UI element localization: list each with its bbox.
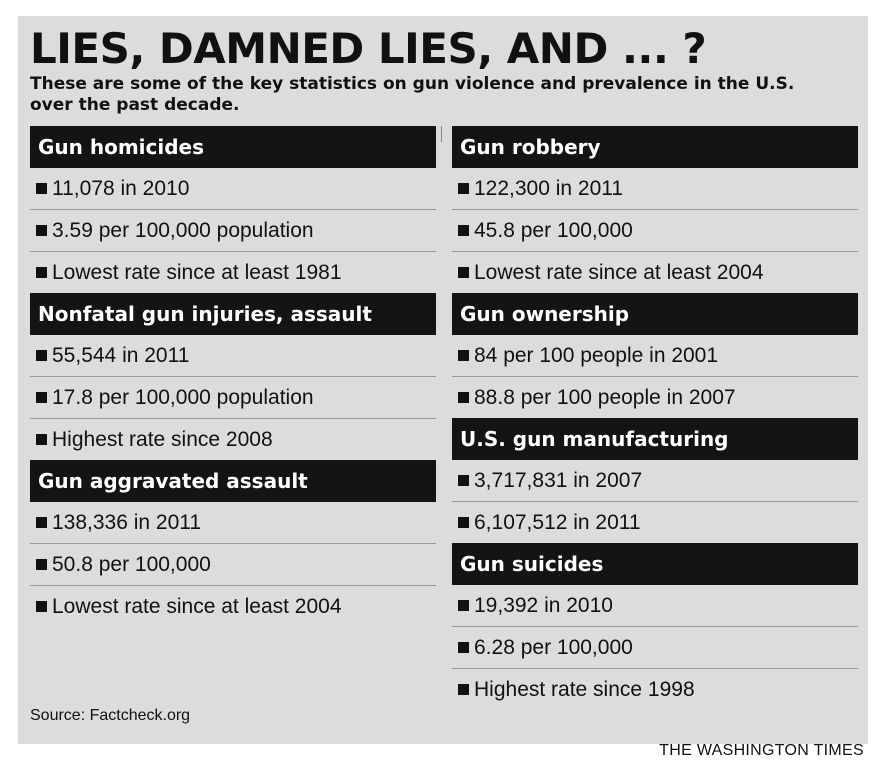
stat-item: [452, 335, 858, 377]
bullet-square-icon: [36, 601, 47, 612]
stat-item: [452, 585, 858, 627]
stat-item: [30, 544, 436, 586]
stat-item: [30, 210, 436, 252]
bullet-square-icon: [36, 267, 47, 278]
stat-item: [30, 252, 436, 293]
bullet-square-icon: [458, 267, 469, 278]
section-gun-homicides: [30, 126, 436, 293]
bullet-square-icon: [458, 517, 469, 528]
section-gun-aggravated-assault: [30, 460, 436, 627]
stat-text: Highest rate since 2008: [52, 427, 273, 451]
section-nonfatal-gun-injuries: [30, 293, 436, 460]
stat-item: [452, 627, 858, 669]
stat-text: 84 per 100 people in 2001: [474, 343, 719, 367]
bullet-square-icon: [36, 350, 47, 361]
stat-text: 17.8 per 100,000 population: [52, 385, 314, 409]
bullet-square-icon: [36, 392, 47, 403]
bullet-square-icon: [36, 183, 47, 194]
headline: LIES, DAMNED LIES, AND ... ?: [30, 24, 707, 73]
section-title: Gun aggravated assault: [30, 460, 436, 502]
bullet-square-icon: [36, 225, 47, 236]
section-title: Nonfatal gun injuries, assault: [30, 293, 436, 335]
stat-item: [30, 377, 436, 419]
stat-text: 6.28 per 100,000: [474, 635, 633, 659]
section-gun-robbery: [452, 126, 858, 293]
bullet-square-icon: [458, 183, 469, 194]
source-note: Source: Factcheck.org: [30, 707, 191, 724]
stat-text: 45.8 per 100,000: [474, 218, 633, 242]
stat-text: 50.8 per 100,000: [52, 552, 211, 576]
bullet-square-icon: [458, 475, 469, 486]
stat-text: 3,717,831 in 2007: [474, 468, 643, 492]
bullet-square-icon: [458, 350, 469, 361]
bullet-square-icon: [458, 642, 469, 653]
section-us-gun-manufacturing: [452, 418, 858, 543]
section-title: U.S. gun manufacturing: [452, 418, 858, 460]
stat-text: Lowest rate since at least 2004: [474, 260, 764, 284]
stat-text: 138,336 in 2011: [52, 510, 202, 534]
section-gun-ownership: [452, 293, 858, 418]
stat-text: 6,107,512 in 2011: [474, 510, 641, 534]
bullet-square-icon: [458, 225, 469, 236]
stat-item: [452, 210, 858, 252]
bullet-square-icon: [36, 559, 47, 570]
stat-item: [452, 460, 858, 502]
section-title: Gun homicides: [30, 126, 436, 168]
stat-text: 88.8 per 100 people in 2007: [474, 385, 736, 409]
section-gun-suicides: [452, 543, 858, 710]
stat-item: [452, 168, 858, 210]
stat-item: [30, 586, 436, 627]
bullet-square-icon: [36, 517, 47, 528]
stat-item: [452, 669, 858, 710]
section-title: Gun robbery: [452, 126, 858, 168]
left-column: [30, 126, 436, 627]
stat-item: [452, 502, 858, 543]
bullet-square-icon: [458, 600, 469, 611]
bullet-square-icon: [36, 434, 47, 445]
stat-item: [30, 168, 436, 210]
section-title: Gun ownership: [452, 293, 858, 335]
stat-text: Highest rate since 1998: [474, 677, 695, 701]
right-column: [452, 126, 858, 710]
stat-item: [30, 419, 436, 460]
stat-text: 122,300 in 2011: [474, 176, 624, 200]
stat-item: [452, 252, 858, 293]
stat-item: [30, 502, 436, 544]
stat-item: [452, 377, 858, 418]
section-title: Gun suicides: [452, 543, 858, 585]
stat-text: 19,392 in 2010: [474, 593, 613, 617]
bullet-square-icon: [458, 392, 469, 403]
stat-text: 11,078 in 2010: [52, 176, 190, 200]
bullet-square-icon: [458, 684, 469, 695]
stat-text: Lowest rate since at least 1981: [52, 260, 342, 284]
intro-text: These are some of the key statistics on gun violence and prevalence in the U.S. over the past decade.: [30, 74, 795, 115]
column-divider: [441, 126, 442, 142]
stat-text: Lowest rate since at least 2004: [52, 594, 342, 618]
stat-text: 3.59 per 100,000 population: [52, 218, 314, 242]
publisher-credit: THE WASHINGTON TIMES: [659, 742, 864, 759]
stat-text: 55,544 in 2011: [52, 343, 190, 367]
stat-item: [30, 335, 436, 377]
